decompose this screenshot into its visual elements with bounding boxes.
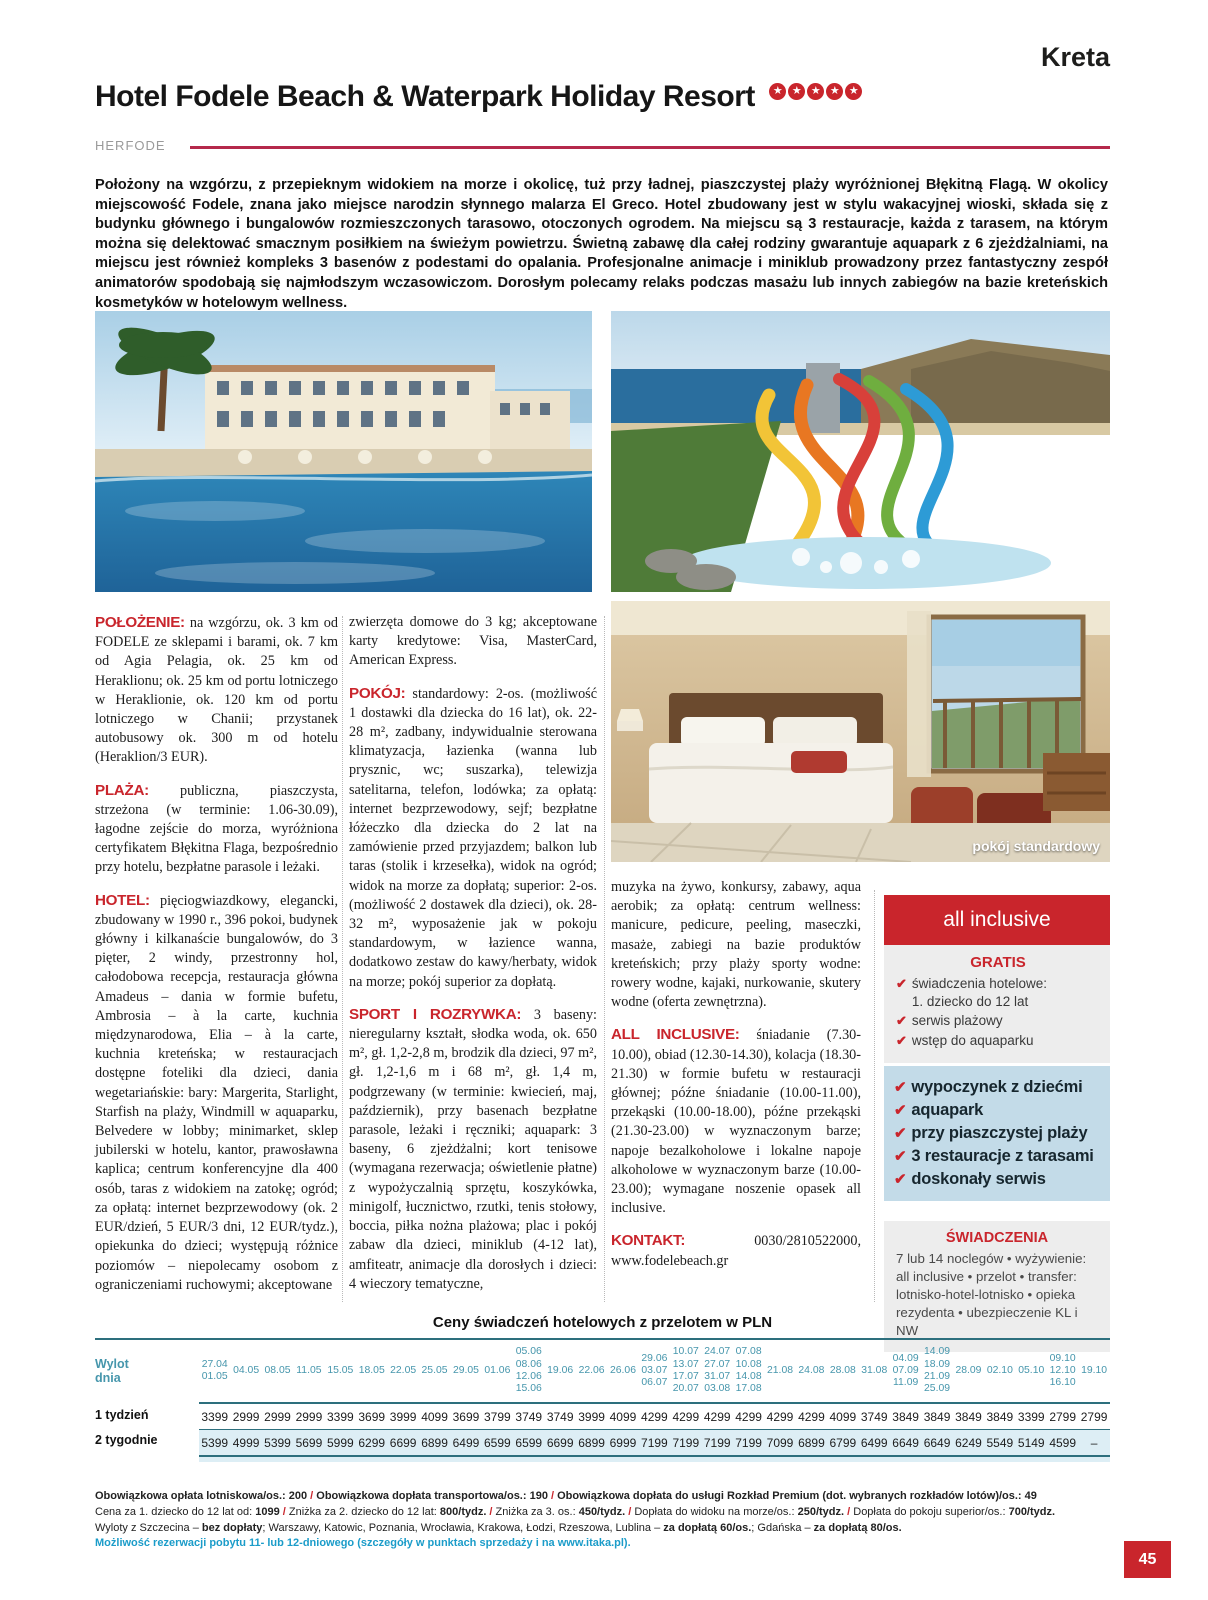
price-week1: 4299 (670, 1404, 701, 1430)
departure-dates-cell (576, 1340, 607, 1404)
gratis-box (884, 945, 1110, 1063)
footer-segment: Obowiązkowa opłata lotniskowa/os.: 200 (95, 1490, 308, 1502)
check-item-label: świadczenia hotelowe: 1. dziecko do 12 lat (911, 976, 1047, 1009)
departure-dates-cell (639, 1340, 670, 1404)
price-week2: 7199 (733, 1430, 764, 1457)
price-week2: – (1078, 1430, 1109, 1457)
text-section (95, 613, 338, 768)
price-week2: 4999 (230, 1430, 261, 1457)
section-body: zwierzęta domowe do 3 kg; akceptowane karty kredytowe: Visa, MasterCard, American Express. (349, 614, 597, 669)
footer-segment: ; Warszawy, Katowic, Poznania, Wrocławia, Krakowa, Łodzi, Rzeszowa, Lublina – (262, 1521, 664, 1534)
footer-segment: Cena za 1. dziecko do 12 lat od: (95, 1505, 256, 1518)
price-week2: 7199 (670, 1430, 701, 1457)
resort-pool-illustration (95, 311, 592, 592)
footer-line (95, 1505, 1110, 1521)
departure-date: 15.05 (327, 1364, 354, 1376)
price-column (702, 1340, 733, 1457)
departure-date: 11.09 (893, 1377, 919, 1389)
price-week2: 6699 (544, 1430, 575, 1457)
star-icon: ★ (788, 83, 805, 100)
departure-dates-cell (984, 1340, 1015, 1404)
footer-segment: Dopłata do pokoju superior/os.: (853, 1505, 1009, 1518)
price-week2: 6599 (482, 1430, 513, 1457)
check-item (896, 1032, 1100, 1050)
check-item-label: doskonały serwis (911, 1170, 1046, 1188)
departure-date: 04.09 (892, 1352, 919, 1364)
departure-date: 12.10 (1049, 1364, 1076, 1376)
check-item-label: aquapark (911, 1101, 984, 1119)
section-heading: ALL INCLUSIVE: (611, 1026, 740, 1044)
departure-date: 19.06 (547, 1364, 574, 1376)
price-week1: 3399 (325, 1404, 356, 1430)
departure-date: 17.07 (672, 1371, 699, 1382)
departure-date: 08.05 (264, 1364, 291, 1376)
check-item (896, 1012, 1100, 1030)
footer-segment: Zniżka za 3. os.: (495, 1505, 579, 1518)
price-week1: 3849 (921, 1404, 952, 1430)
price-table-labels (95, 1340, 199, 1457)
price-week2: 4599 (1047, 1430, 1078, 1457)
departure-date: 27.04 (201, 1358, 228, 1370)
footer-line (95, 1536, 1110, 1552)
departure-dates-cell (827, 1340, 858, 1404)
section-body: pięciogwiazdkowy, elegancki, zbudowany w 1990 r., 396 pokoi, budynek główny i kilkanaście bungalowów, do 3 pięter, 2 windy, przestronny hol, całodobowa recepcja, restauracja główna Amadeus – dania w formie bufetu, Ambrosia – à la carte, kuchnia międzynarodowa, Elia – à la carte, kuchnia kreteńska; w restauracjach dostępne foteliki dla dzieci, dania wegetariańskie: bary: Margerita, Starlight, Starfish na plaży, Windmill w aquaparku, Belvedere w lobby; minimarket, sklep jubilerski w hotelu, kantor, prawosławna kaplica; centrum konferencyjne dla 400 osób, taras z widokiem na zatokę; ogród; za opłatą: internet bezprzewodowy (ok. 2 EUR/dzień, 5 EUR/3 dni, 12 EUR/tydz.), opiekunka do dzieci; występują różnice poziomów – niepolecamy osobom z ograniczeniami ruchowymi; akceptowane (95, 892, 338, 1293)
price-week1: 4299 (796, 1404, 827, 1430)
footer-segment: ; Gdańska – (751, 1521, 814, 1534)
check-item (894, 1099, 1104, 1122)
hotel-code: HERFODE (95, 138, 166, 153)
departure-dates-cell (387, 1340, 418, 1404)
price-week2: 6499 (859, 1430, 890, 1457)
price-week2: 7099 (764, 1430, 795, 1457)
departure-date: 25.09 (924, 1383, 951, 1395)
price-column (607, 1340, 638, 1457)
price-week1: 2799 (1078, 1404, 1109, 1430)
departure-dates-cell (199, 1340, 230, 1404)
price-week1: 3999 (387, 1404, 418, 1430)
star-icon: ★ (826, 83, 843, 100)
footer-segment: 700/tydz. (1008, 1505, 1056, 1518)
price-table (95, 1314, 1110, 1462)
price-column (262, 1340, 293, 1457)
price-week2: 5399 (262, 1430, 293, 1457)
departure-dates-cell (356, 1340, 387, 1404)
departure-date: 14.09 (924, 1346, 951, 1358)
price-week1: 4299 (733, 1404, 764, 1430)
price-column (199, 1340, 230, 1457)
price-column (796, 1340, 827, 1457)
text-section (611, 878, 861, 1012)
section-body: śniadanie (7.30-10.00), obiad (12.30-14.30), kolacja (18.30-21.30) w formie bufetu w restauracji głównej; późne śniadanie (10.00-11.00), przekąski (10.00-18.00), późne przekąski (21.30-23.00) w wyznaczonym barze; napoje bezalkoholowe i lokalne napoje alkoholowe w wyznaczonym barze (10.00-23.00); wymagane noszenie opasek all inclusive. (611, 1027, 861, 1217)
checkmark-icon: ✔ (894, 1102, 907, 1119)
departure-date: 08.06 (515, 1358, 542, 1370)
price-column (827, 1340, 858, 1457)
resort-pool-photo (95, 311, 592, 592)
footer-segment: Możliwość rezerwacji pobytu 11- lub 12-dniowego (szczegóły w punktach sprzedaży i na www.itaka.pl). (95, 1537, 631, 1550)
price-week1: 4299 (702, 1404, 733, 1430)
footer-segment: Zniżka za 2. dziecko do 12 lat: (288, 1505, 440, 1518)
star-icon: ★ (807, 83, 824, 100)
price-week1: 2999 (262, 1404, 293, 1430)
price-week1: 3799 (482, 1404, 513, 1430)
checkmark-icon: ✔ (896, 976, 907, 991)
price-week2: 6699 (387, 1430, 418, 1457)
departure-dates-cell (513, 1340, 544, 1404)
price-week1: 2799 (1047, 1404, 1078, 1430)
check-item-label: serwis plażowy (911, 1013, 1003, 1028)
price-week1: 3699 (356, 1404, 387, 1430)
highlights-list (894, 1076, 1104, 1191)
price-week2: 5549 (984, 1430, 1015, 1457)
departure-dates-cell (325, 1340, 356, 1404)
checkmark-icon: ✔ (896, 1013, 907, 1028)
footer-segment: 450/tydz. (578, 1505, 626, 1518)
price-column (576, 1340, 607, 1457)
price-week1: 3999 (576, 1404, 607, 1430)
price-column (890, 1340, 921, 1457)
price-column (921, 1340, 952, 1457)
price-column (670, 1340, 701, 1457)
price-week1: 4099 (607, 1404, 638, 1430)
gratis-title: GRATIS (970, 954, 1026, 971)
departure-date: 31.08 (861, 1364, 888, 1376)
footer-segment: Obowiązkowa dopłata do usługi Rozkład Premium (dot. wybranych rozkładów lotów)/os.: 49 (557, 1490, 1037, 1502)
page-number-badge: 45 (1124, 1541, 1171, 1578)
departure-date: 20.07 (672, 1383, 699, 1395)
price-table-columns (199, 1340, 1110, 1457)
price-week1: 3399 (199, 1404, 230, 1430)
price-column (639, 1340, 670, 1457)
departure-date: 07.09 (892, 1364, 919, 1376)
price-column (293, 1340, 324, 1457)
star-icon: ★ (845, 83, 862, 100)
room-photo-caption: pokój standardowy (972, 838, 1100, 854)
text-column-3 (611, 878, 861, 1284)
price-column (325, 1340, 356, 1457)
swiadczenia-text: 7 lub 14 noclegów • wyżywienie: all inclusive • przelot • transfer: lotnisko-hotel-lotnisko • opieka rezydenta • ubezpieczenie KL i NW (896, 1251, 1087, 1338)
departure-date: 27.07 (704, 1358, 731, 1370)
footer-segment: / (486, 1505, 496, 1518)
footer-segment: 250/tydz. (797, 1505, 845, 1518)
price-column (482, 1340, 513, 1457)
departure-date: 10.07 (672, 1346, 699, 1358)
departure-dates-cell (733, 1340, 764, 1404)
departure-date: 25.05 (421, 1364, 448, 1376)
departure-date: 24.08 (798, 1364, 825, 1376)
departure-date: 22.06 (578, 1364, 605, 1376)
price-column (733, 1340, 764, 1457)
text-column-1 (95, 613, 338, 1308)
price-column (450, 1340, 481, 1457)
departure-dates-cell (764, 1340, 795, 1404)
section-body: standardowy: 2-os. (możliwość 1 dostawki dla dziecka do 16 lat), ok. 22-28 m², zadbany, indywidualnie sterowana klimatyzacja, łazienka (wanna lub prysznic, wc; suszarka), telewizja satelitarna, telefon, lodówka; za opłatą: internet bezprzewodowy, sejf; bezpłatne łóżeczko dla dziecka do 2 lat na zamówienie przed przyjazdem; balkon lub taras (stolik i krzesełka), widok na ogród; widok na morze za dopłatą; superior: 2-os. (możliwość 2 dostawek dla dzieci), ok. 28-32 m², wyposażenie jak w pokoju standardowym, w łazience wanna, dodatkowo zestaw do kawy/herbaty, widok na morze; pokój superior za dopłatą. (349, 685, 597, 990)
text-column-2 (349, 613, 597, 1307)
intro-paragraph: Położony na wzgórzu, z przepieknym widokiem na morze i okolicę, tuż przy ładnej, piaszczystej plaży wyróżnionej Błękitną Flagą. W okolicy miejscowość Fodele, znana jako miejsce narodzin słynnego malarza El Greco. Hotel zbudowany jest w stylu wakacyjnej wioski, składa się z budynku głównego i bungalowów rozmieszczonych tarasowo, otoczonych ogrodem. Na miejscu są 3 restauracje, każda z tarasem, na którym można się delektować smacznym posiłkiem na świeżym powietrzu. Świetną zabawę dla całej rodziny gwarantuje aquapark z 6 zjeżdżalniami, na miejscu jest również kompleks 3 basenów z podestami do opalania. Profesjonalne animacje i miniklub prowadzony przez fantastyczny zespół animatorów spodobają się najmłodszym wczasowiczom. Dorosłym polecamy relaks podczas masażu lub innych zabiegów na bazie kreteńskich kosmetyków w hotelowym wellness. (95, 177, 1108, 311)
price-week2: 6899 (796, 1430, 827, 1457)
price-column (1016, 1340, 1047, 1457)
departure-date: 01.05 (201, 1371, 228, 1382)
departure-date: 18.05 (358, 1364, 385, 1376)
departure-date: 19.10 (1081, 1364, 1108, 1376)
text-section (349, 1005, 597, 1294)
section-heading: POŁOŻENIE: (95, 614, 185, 631)
highlights-box (884, 1066, 1110, 1201)
section-body: muzyka na żywo, konkursy, zabawy, aqua aerobik; za opłatą: centrum wellness: manicure, pedicure, peeling, maseczki, masaże, zabiegi na bazie produktów kreteńskich; przy plaży sporty wodne: rowery wodne, kajaki, nurkowanie, skutery wodne (oferta zewnętrzna). (611, 879, 861, 1011)
all-inclusive-banner: all inclusive (884, 895, 1110, 945)
footer-segment: Dopłata do widoku na morze/os.: (634, 1505, 798, 1518)
departure-dates-cell (796, 1340, 827, 1404)
departure-date: 10.08 (735, 1358, 762, 1370)
price-week2: 6249 (953, 1430, 984, 1457)
row-label-week1: 1 tydzień (95, 1407, 149, 1422)
column-separator (874, 890, 875, 1302)
price-week2: 5699 (293, 1430, 324, 1457)
footer-line (95, 1489, 1110, 1505)
departure-date: 05.06 (515, 1346, 542, 1358)
section-heading: POKÓJ: (349, 684, 406, 702)
departure-dates-cell (230, 1340, 261, 1404)
price-week2: 6799 (827, 1430, 858, 1457)
price-week2: 6899 (576, 1430, 607, 1457)
checkmark-icon: ✔ (894, 1125, 907, 1142)
star-icon: ★ (769, 83, 786, 100)
waterpark-illustration (611, 311, 1110, 592)
waterpark-photo (611, 311, 1110, 592)
price-week2: 5149 (1016, 1430, 1047, 1457)
column-separator (604, 616, 605, 1302)
price-week1: 2999 (230, 1404, 261, 1430)
footer-segment: / (547, 1490, 558, 1502)
price-week2: 6999 (607, 1430, 638, 1457)
price-week2: 6899 (419, 1430, 450, 1457)
price-week2: 7199 (639, 1430, 670, 1457)
price-column (419, 1340, 450, 1457)
room-photo (611, 601, 1110, 862)
check-item (894, 1076, 1104, 1099)
checkmark-icon: ✔ (894, 1171, 907, 1188)
departure-date: 31.07 (704, 1371, 731, 1382)
departure-date: 01.06 (484, 1364, 511, 1376)
departure-date: 13.07 (672, 1358, 699, 1370)
footer-segment: Obowiązkowa dopłata transportowa/os.: 190 (316, 1490, 548, 1502)
footer-segment: 800/tydz. (439, 1505, 487, 1518)
page-title: Hotel Fodele Beach & Waterpark Holiday Resort (95, 80, 755, 113)
header-rule (190, 146, 1110, 149)
departure-date: 09.10 (1049, 1352, 1076, 1364)
departure-dates-cell (1047, 1340, 1078, 1404)
section-heading: KONTAKT: (611, 1232, 686, 1250)
footer-notes (95, 1489, 1110, 1552)
section-body: 0030/2810522000, www.fodelebeach.gr (611, 1233, 861, 1269)
price-week1: 3749 (544, 1404, 575, 1430)
section-heading: PLAŻA: (95, 781, 149, 799)
price-week1: 4299 (639, 1404, 670, 1430)
price-week2: 6599 (513, 1430, 544, 1457)
price-week1: 3849 (953, 1404, 984, 1430)
price-table-title: Ceny świadczeń hotelowych z przelotem w PLN (432, 1314, 773, 1331)
column-separator (342, 616, 343, 1302)
price-week1: 3849 (890, 1404, 921, 1430)
footer-segment: za dopłatą 80/os. (813, 1521, 902, 1534)
departure-date: 11.05 (296, 1364, 322, 1376)
checkmark-icon: ✔ (894, 1148, 907, 1165)
text-section (349, 613, 597, 671)
star-rating (767, 81, 862, 100)
departure-dates-cell (607, 1340, 638, 1404)
check-item-label: 3 restauracje z tarasami (911, 1147, 1094, 1165)
price-week2: 6499 (450, 1430, 481, 1457)
departure-dates-cell (1078, 1340, 1109, 1404)
hotel-title-row (95, 80, 1110, 114)
price-week2: 6299 (356, 1430, 387, 1457)
departure-dates-cell (702, 1340, 733, 1404)
text-section (611, 1025, 861, 1218)
price-column (544, 1340, 575, 1457)
departure-date: 12.06 (515, 1371, 542, 1382)
departure-dates-cell (293, 1340, 324, 1404)
price-table-grid (95, 1338, 1110, 1457)
price-column (764, 1340, 795, 1457)
price-week2: 5399 (199, 1430, 230, 1457)
departure-dates-cell (419, 1340, 450, 1404)
price-week2: 7199 (702, 1430, 733, 1457)
price-column (387, 1340, 418, 1457)
price-week1: 3849 (984, 1404, 1015, 1430)
departure-date: 21.09 (924, 1371, 951, 1382)
departure-date: 21.08 (767, 1364, 794, 1376)
table-bottom-band (199, 1457, 1110, 1462)
departure-dates-cell (890, 1340, 921, 1404)
price-column (1047, 1340, 1078, 1457)
departure-dates-cell (262, 1340, 293, 1404)
checkmark-icon: ✔ (894, 1079, 907, 1096)
price-week1: 3699 (450, 1404, 481, 1430)
gratis-list (896, 975, 1100, 1049)
departure-dates-cell (921, 1340, 952, 1404)
check-item-label: przy piaszczystej plaży (911, 1124, 1088, 1142)
price-column (230, 1340, 261, 1457)
check-item (894, 1168, 1104, 1191)
footer-segment: / (844, 1505, 854, 1518)
price-week2: 6649 (890, 1430, 921, 1457)
departure-dates-cell (450, 1340, 481, 1404)
departure-date: 03.08 (704, 1383, 731, 1395)
price-column (1078, 1340, 1109, 1457)
section-body: 3 baseny: nieregularny kształt, słodka woda, ok. 650 m², gł. 1,2-2,8 m, brodzik dla dzieci, 97 m², gł. 1,2-1,6 m i 68 m², gł. 1,4 m, podgrzewany (w terminie: kwiecień, maj, październik), przy basenach bezpłatne parasole, leżaki i ręczniki; aquapark: 3 baseny, 6 zjeżdżalni; kort tenisowe (wymagana rezerwacja; oświetlenie płatne) z wypożyczalnią sprzętu, koszykówka, minigolf, łucznictwo, rzutki, tenis stołowy, boccia, piłka nożna plażowa; plac i pokój zabaw dla dzieci, miniklub (4-12 lat), amfiteatr, animacje dla dorosłych i dzieci: 4 wieczory tematyczne, (349, 1006, 597, 1292)
departure-date: 04.05 (233, 1364, 260, 1376)
departure-date: 29.05 (452, 1364, 479, 1376)
price-week1: 4299 (764, 1404, 795, 1430)
room-illustration (611, 601, 1110, 862)
row-label-week2: 2 tygodnie (95, 1432, 158, 1447)
price-week2: 5999 (325, 1430, 356, 1457)
price-week2: 6649 (921, 1430, 952, 1457)
price-week1: 4099 (419, 1404, 450, 1430)
price-column (984, 1340, 1015, 1457)
price-week1: 3749 (513, 1404, 544, 1430)
departure-date: 24.07 (704, 1346, 731, 1358)
offer-sidebar (884, 895, 1110, 1352)
departure-date: 15.06 (515, 1383, 542, 1395)
departure-date-label: Wylot dnia (95, 1357, 129, 1385)
price-week1: 4099 (827, 1404, 858, 1430)
departure-date: 28.09 (955, 1364, 982, 1376)
departure-date: 29.06 (641, 1352, 668, 1364)
departure-dates-cell (544, 1340, 575, 1404)
departure-dates-cell (953, 1340, 984, 1404)
departure-date: 28.08 (829, 1364, 856, 1376)
footer-segment: / (279, 1505, 289, 1518)
section-body: na wzgórzu, ok. 3 km od FODELE ze sklepami i barami, ok. 7 km od Agia Pelagia, ok. 25 km od Heraklionu; ok. 25 km od portu lotniczego w Heraklionie, ok. 120 km od portu lotniczego w Chanii; przystanek autobusowy ok. 300 m od hotelu (Heraklion/3 EUR). (95, 615, 338, 766)
text-section (611, 1231, 861, 1270)
price-week1: 3399 (1016, 1404, 1047, 1430)
departure-date: 14.08 (735, 1371, 762, 1382)
departure-date: 07.08 (735, 1346, 762, 1358)
footer-line (95, 1521, 1110, 1537)
check-item-label: wypoczynek z dziećmi (911, 1078, 1083, 1096)
checkmark-icon: ✔ (896, 1032, 907, 1048)
footer-segment: Wyloty z Szczecina – (95, 1521, 202, 1534)
price-week1: 3749 (859, 1404, 890, 1430)
footer-segment: / (625, 1505, 635, 1518)
footer-segment: za dopłatą 60/os. (663, 1521, 752, 1534)
departure-date: 17.08 (735, 1383, 762, 1395)
check-item (894, 1122, 1104, 1145)
departure-date: 02.10 (986, 1364, 1013, 1376)
check-item (894, 1145, 1104, 1168)
departure-date: 06.07 (641, 1377, 668, 1389)
check-item-label: wstęp do aquaparku (911, 1032, 1034, 1048)
departure-dates-cell (482, 1340, 513, 1404)
price-column (859, 1340, 890, 1457)
section-heading: SPORT I ROZRYWKA: (349, 1005, 522, 1023)
check-item (896, 975, 1100, 1010)
footer-segment: bez dopłaty (201, 1521, 263, 1534)
section-heading: HOTEL: (95, 891, 150, 909)
price-column (356, 1340, 387, 1457)
departure-dates-cell (670, 1340, 701, 1404)
price-week1: 2999 (293, 1404, 324, 1430)
departure-date: 18.09 (924, 1358, 951, 1370)
departure-date: 05.10 (1018, 1364, 1045, 1376)
departure-date: 16.10 (1049, 1377, 1076, 1389)
footer-segment: 1099 (255, 1505, 280, 1518)
departure-date: 26.06 (609, 1364, 636, 1376)
footer-segment: / (307, 1490, 317, 1502)
region-label: Kreta (1040, 42, 1110, 72)
departure-dates-cell (1016, 1340, 1047, 1404)
price-column (513, 1340, 544, 1457)
text-section (349, 684, 597, 992)
swiadczenia-title: ŚWIADCZENIA (945, 1230, 1049, 1246)
section-body: publiczna, piaszczysta, strzeżona (w terminie: 1.06-30.09), łagodne zejście do morza, wyróżniona certyfikatem Błękitna Flaga, bezpośrednio przy hotelu, bezpłatne parasole i leżaki. (95, 782, 338, 876)
departure-date: 22.05 (390, 1364, 417, 1376)
departure-date: 03.07 (641, 1364, 668, 1376)
departure-dates-cell (859, 1340, 890, 1404)
price-column (953, 1340, 984, 1457)
text-section (95, 891, 338, 1295)
text-section (95, 781, 338, 878)
